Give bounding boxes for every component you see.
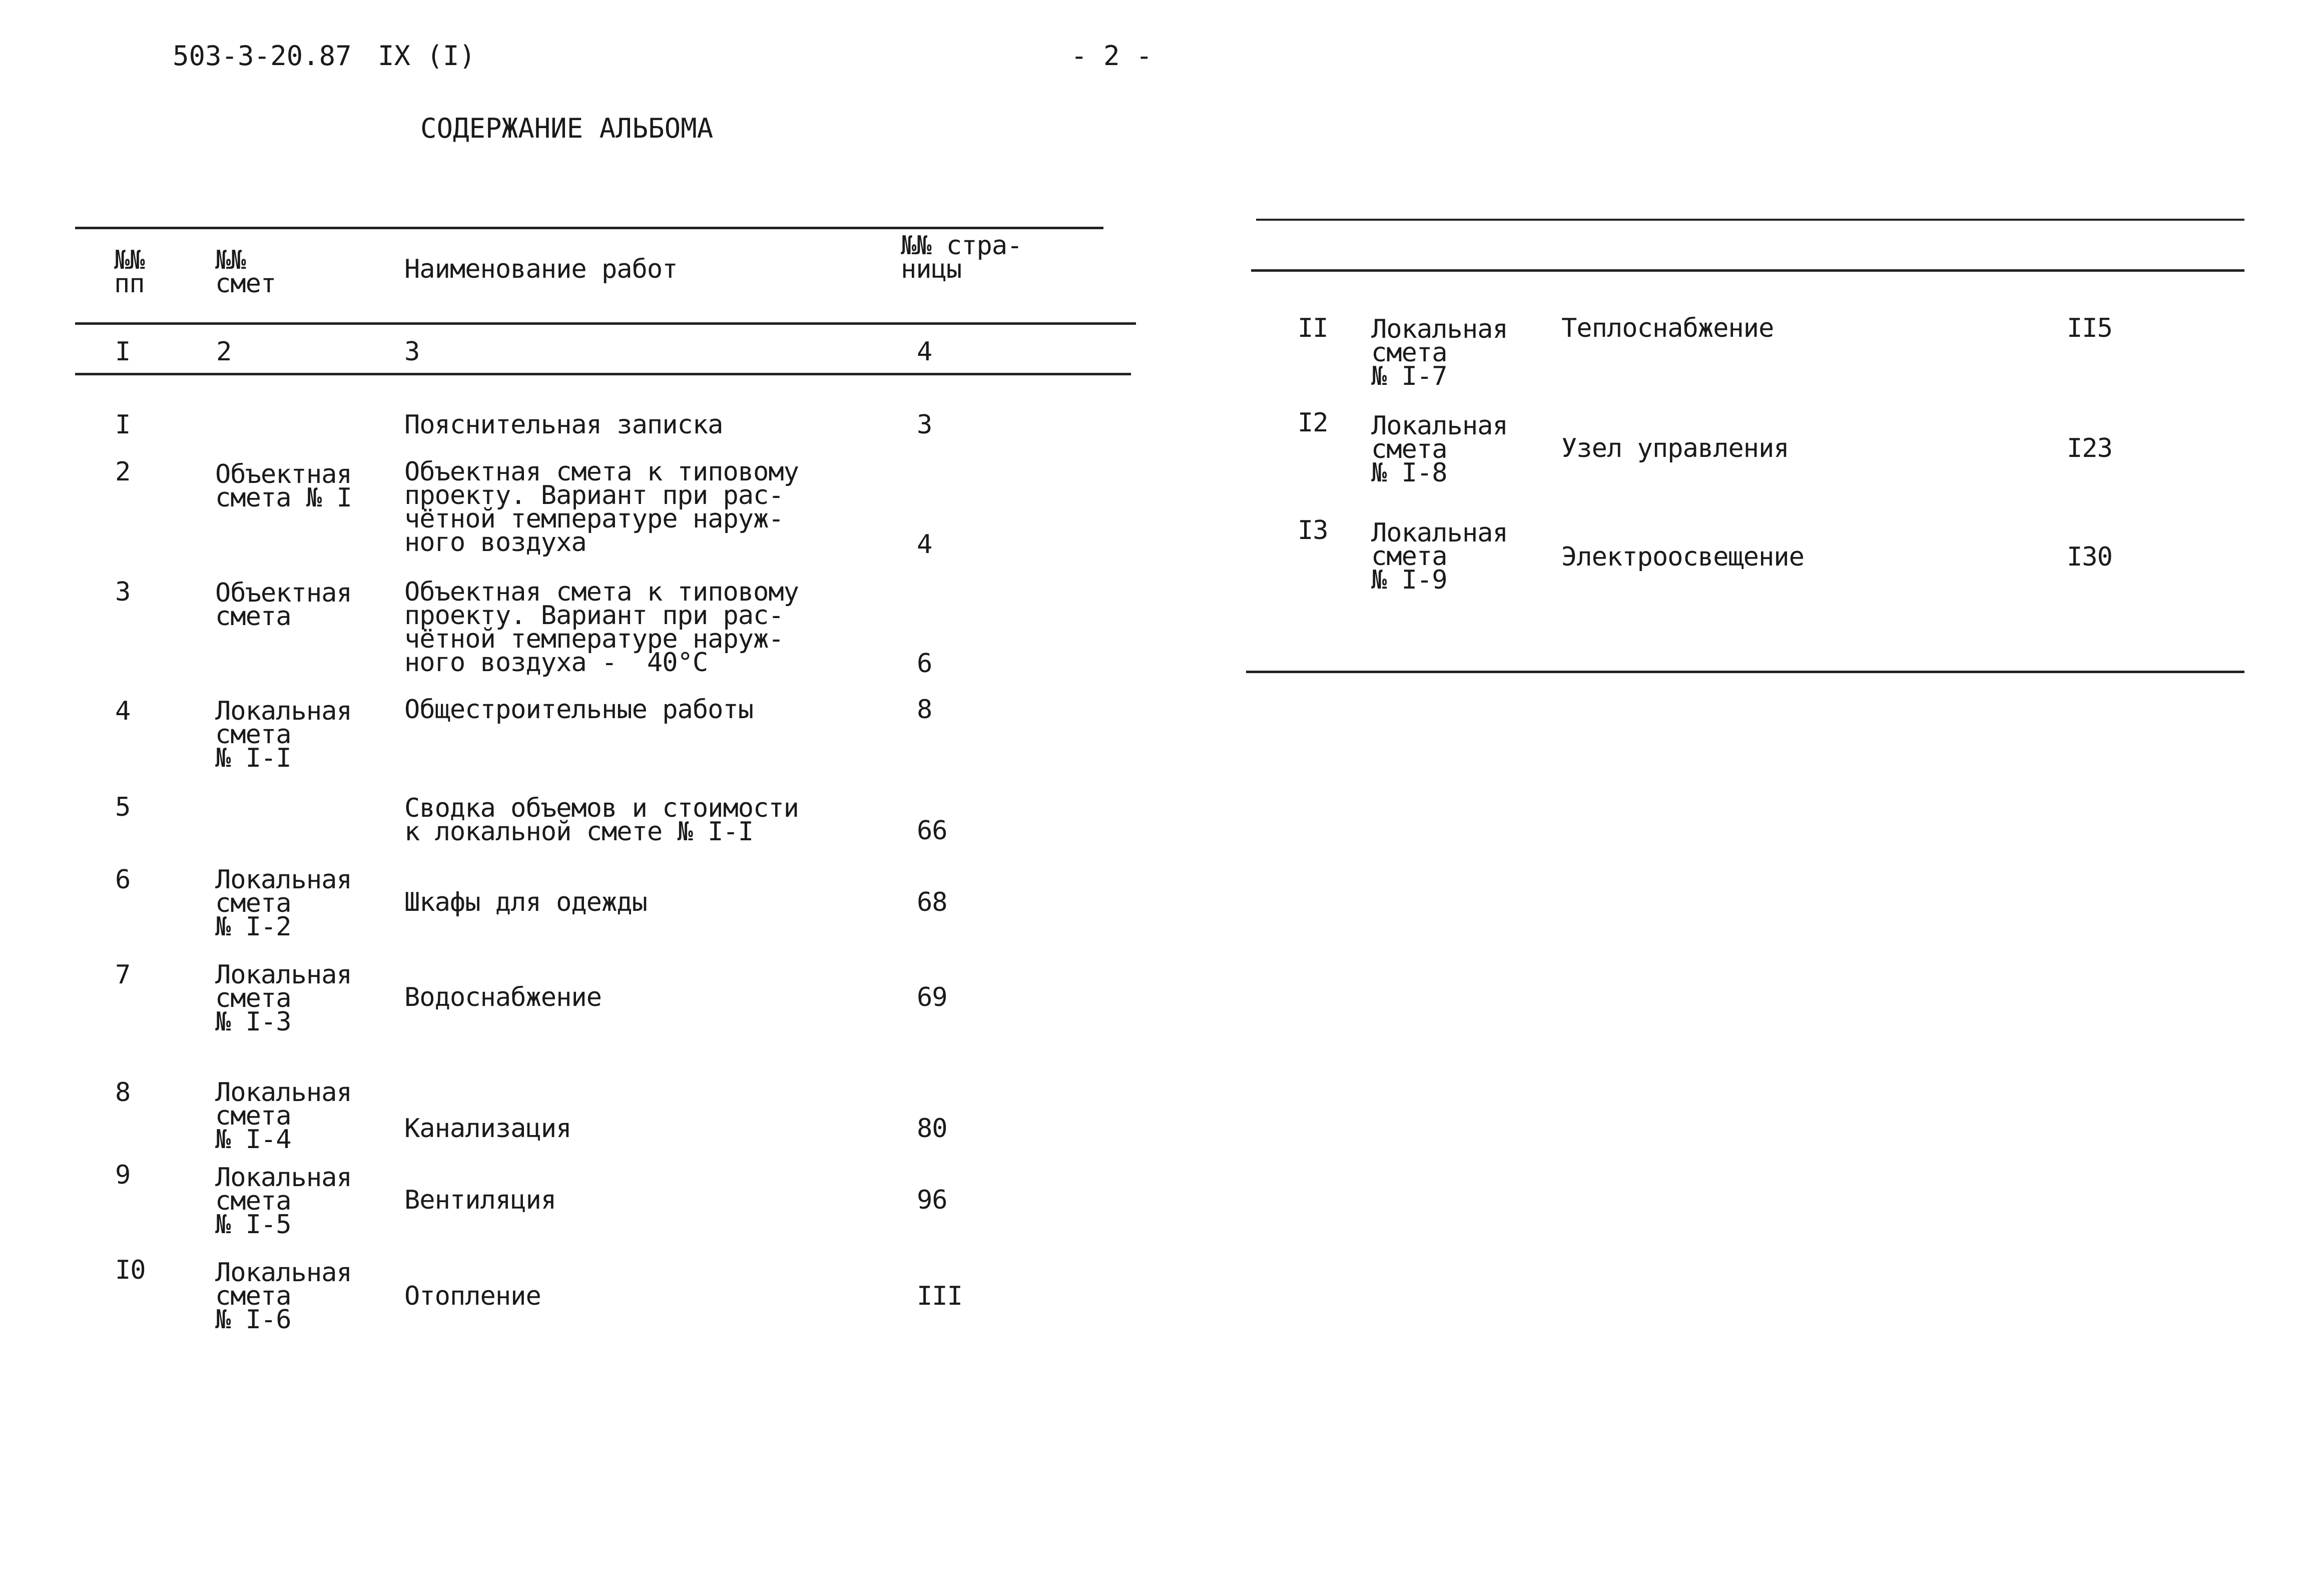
page-number: - 2 -	[1071, 40, 1152, 72]
page-title: СОДЕРЖАНИЕ АЛЬБОМА	[420, 113, 714, 144]
table-header-rule	[75, 322, 1136, 325]
document-code: 503-3-20.87	[173, 40, 352, 72]
section-label: IX (I)	[378, 40, 476, 72]
table-column-numbers-rule	[75, 373, 1131, 375]
column-number-1: I	[115, 337, 131, 367]
right-table-second-rule	[1251, 269, 2244, 272]
table-top-rule	[75, 227, 1103, 229]
header-work-name: Наименование работ	[404, 254, 678, 284]
right-table-bottom-rule	[1246, 671, 2244, 673]
column-number-4: 4	[917, 337, 932, 367]
header-row-number: №№ пп	[114, 245, 145, 299]
header-page-number: №№ стра- ницы	[901, 231, 1022, 284]
column-number-2: 2	[216, 337, 232, 367]
column-number-3: 3	[404, 337, 420, 367]
right-table-top-rule	[1256, 219, 2244, 221]
header-estimate-number: №№ смет	[215, 245, 276, 299]
